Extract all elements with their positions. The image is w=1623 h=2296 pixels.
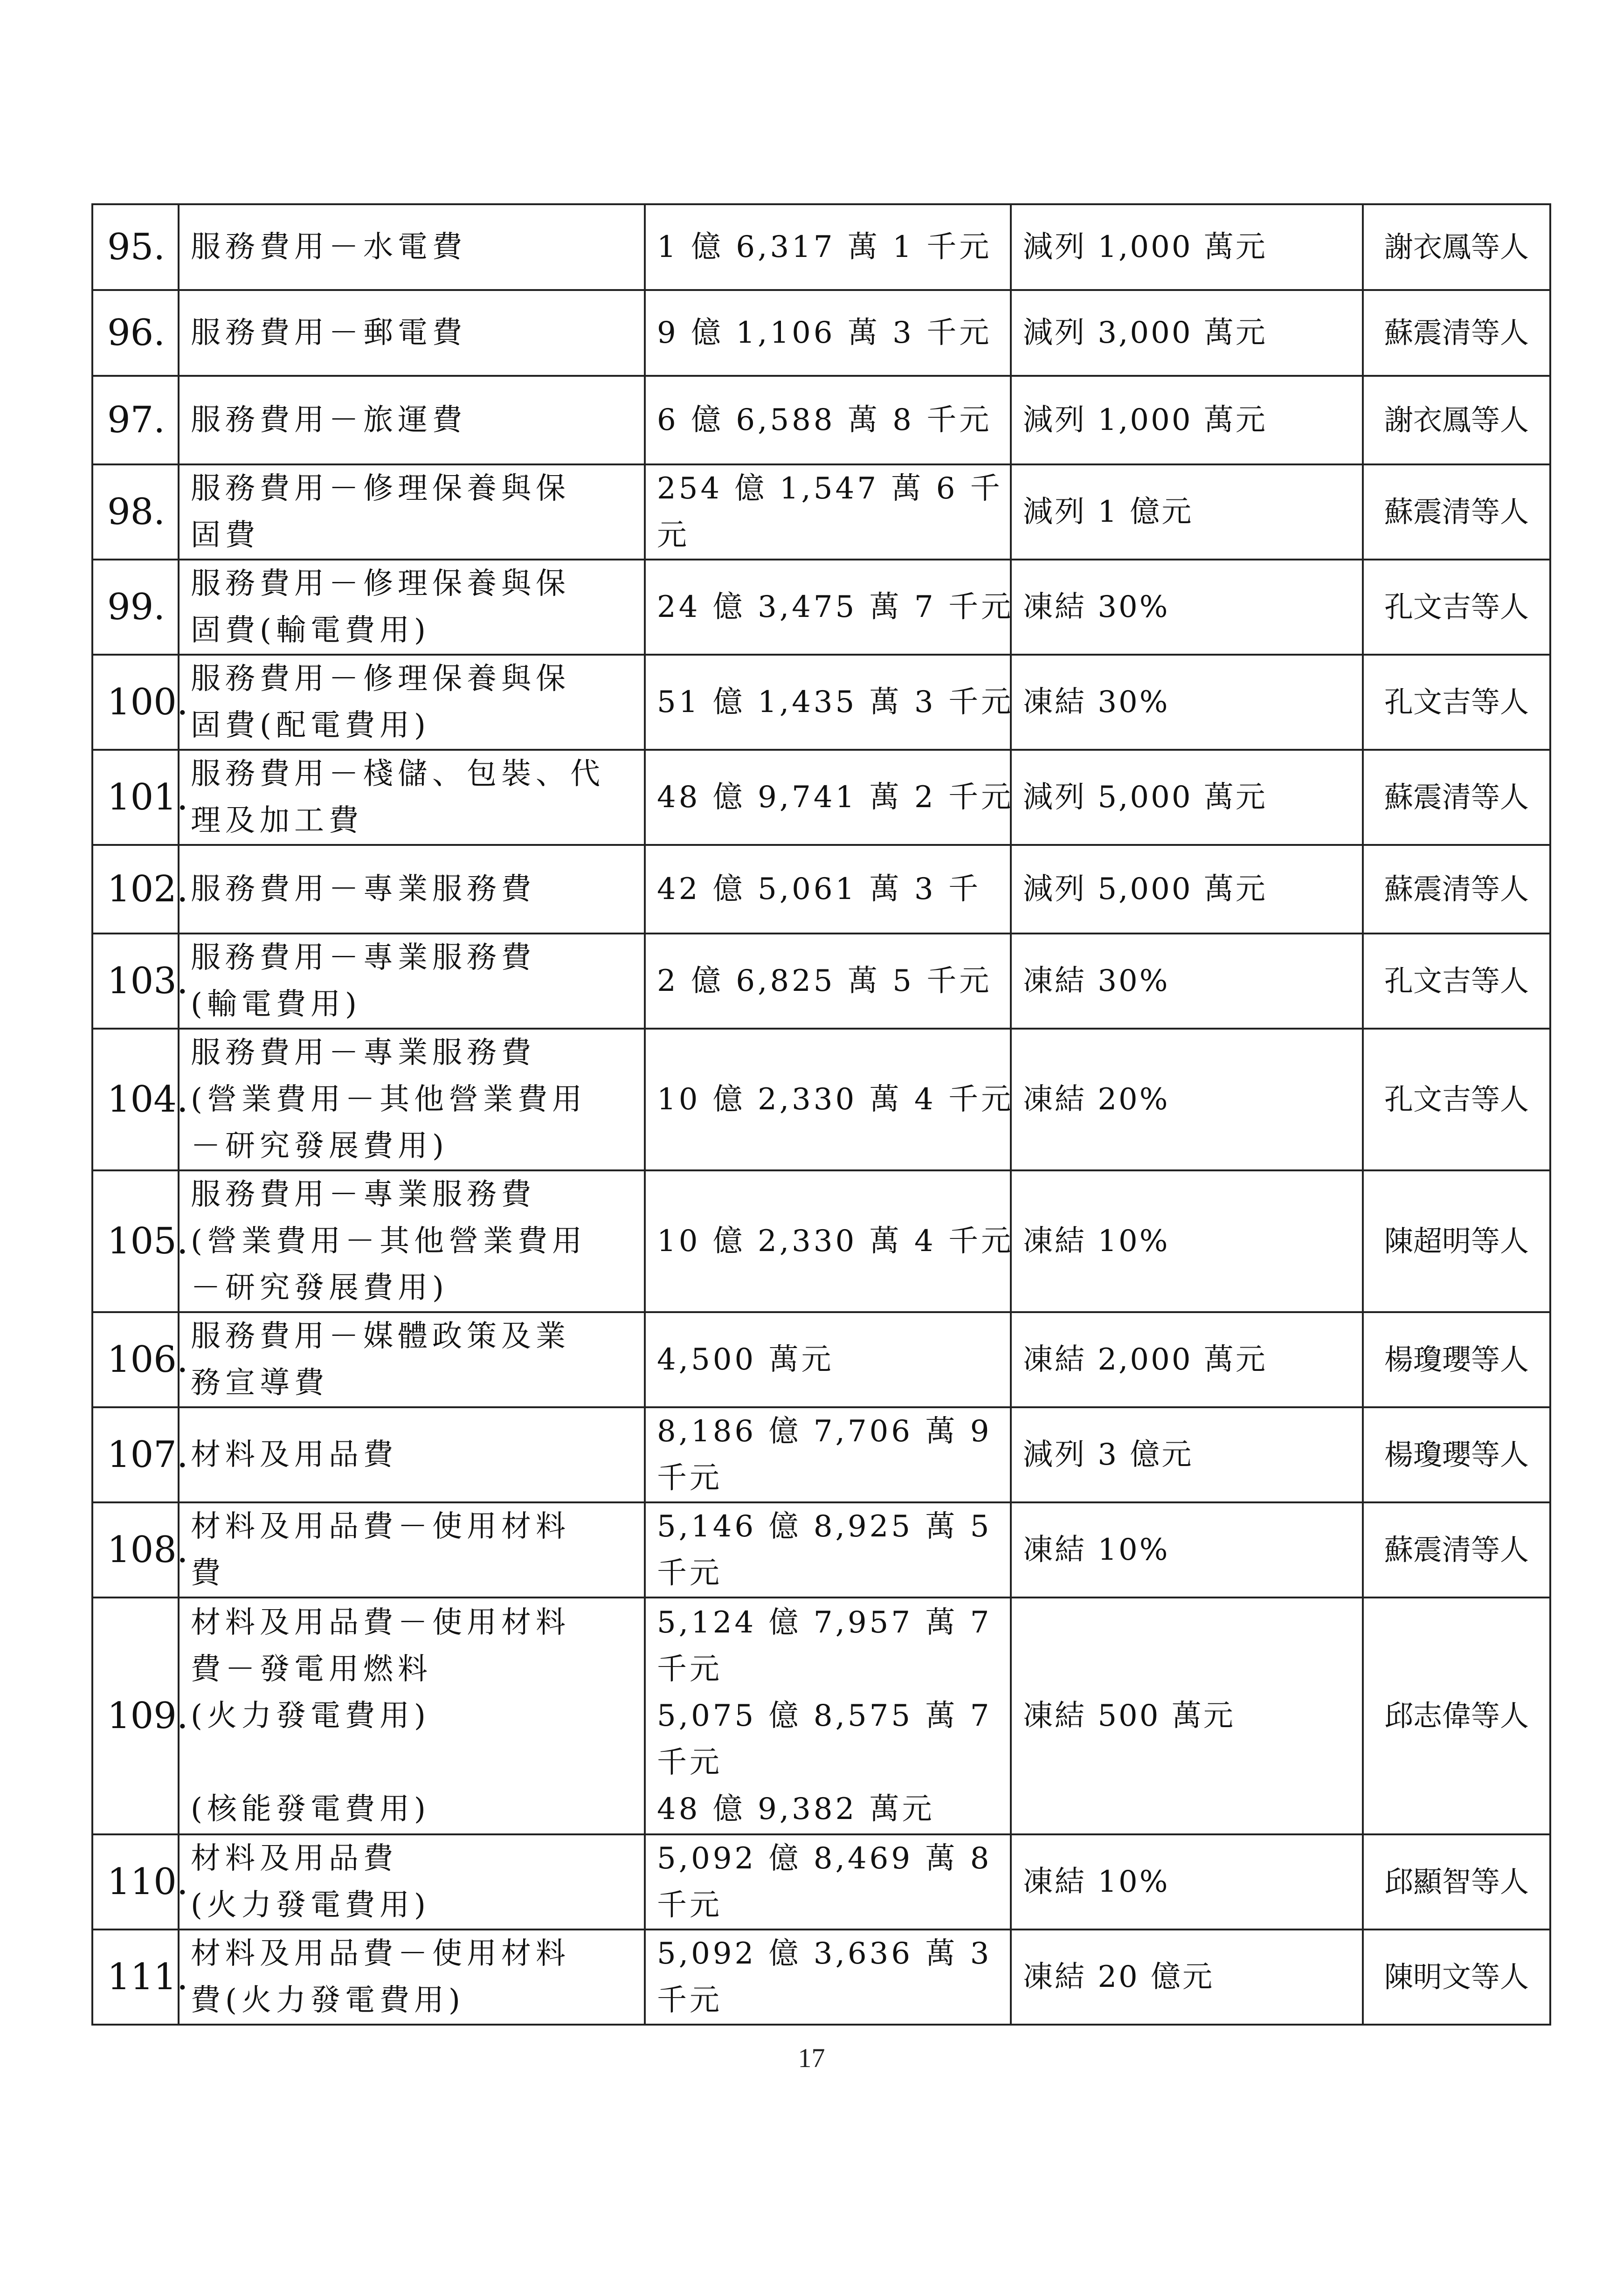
budget-amount-line: 5,092 億 8,469 萬 8 [657, 1841, 992, 1876]
budget-item [179, 750, 645, 845]
budget-item-line: 服務費用－修理保養與保 [191, 567, 570, 601]
proposer-name: 蘇震清等人 [1363, 1502, 1550, 1598]
budget-amount-line: 5,075 億 8,575 萬 7 [657, 1699, 992, 1733]
proposed-action: 凍結 10% [1011, 1834, 1363, 1929]
budget-item-line: 材料及用品費－使用材料 [191, 1509, 570, 1544]
row-number: 97. [92, 376, 179, 464]
budget-amount-line: 4,500 萬元 [657, 1342, 834, 1377]
proposer-name: 蘇震清等人 [1363, 290, 1550, 376]
proposer-name: 蘇震清等人 [1363, 845, 1550, 934]
proposer-name: 孔文吉等人 [1363, 934, 1550, 1029]
budget-item [179, 1834, 645, 1929]
budget-item-line: 務宣導費 [191, 1366, 329, 1400]
budget-amount [645, 204, 1011, 290]
budget-item [179, 1407, 645, 1502]
budget-amount-line: 42 億 5,061 萬 3 千 [657, 872, 981, 906]
proposed-action: 凍結 10% [1011, 1170, 1363, 1312]
proposed-action: 凍結 20% [1011, 1029, 1363, 1170]
table-row [92, 464, 1550, 560]
budget-amount-line: 千元 [657, 1652, 722, 1687]
budget-amount-line: 8,186 億 7,706 萬 9 [657, 1414, 992, 1449]
budget-item-line: －研究發展費用) [191, 1271, 449, 1305]
budget-item-line: 固費(輸電費用) [191, 613, 430, 648]
proposer-name: 謝衣鳳等人 [1363, 204, 1550, 290]
table-row [92, 560, 1550, 655]
budget-item-line: 材料及用品費 [191, 1841, 398, 1876]
budget-item [179, 1029, 645, 1170]
table-row [92, 1502, 1550, 1598]
proposer-name: 邱顯智等人 [1363, 1834, 1550, 1929]
budget-item-line: (輸電費用) [191, 987, 361, 1022]
table-row [92, 750, 1550, 845]
row-number: 99. [92, 560, 179, 655]
budget-amount-line: 10 億 2,330 萬 4 千元 [657, 1082, 1014, 1117]
row-number: 108. [92, 1502, 179, 1598]
budget-amount-line: 254 億 1,547 萬 6 千 [657, 471, 1003, 506]
budget-amount-line: 1 億 6,317 萬 1 千元 [657, 230, 992, 264]
proposed-action: 凍結 2,000 萬元 [1011, 1312, 1363, 1407]
budget-amount-line: 千元 [657, 1556, 722, 1591]
budget-amount-line: 5,146 億 8,925 萬 5 [657, 1509, 992, 1544]
budget-item-line: 服務費用－專業服務費 [191, 1177, 536, 1212]
budget-item [179, 1312, 645, 1407]
budget-item-line: 材料及用品費 [191, 1438, 398, 1472]
budget-amount-line: 2 億 6,825 萬 5 千元 [657, 964, 992, 998]
budget-amount-line: 5,092 億 3,636 萬 3 [657, 1936, 992, 1971]
proposed-action: 凍結 30% [1011, 655, 1363, 750]
budget-amount-line: 千元 [657, 1888, 722, 1923]
budget-amount [645, 1502, 1011, 1598]
proposer-name: 楊瓊瓔等人 [1363, 1312, 1550, 1407]
proposer-name: 楊瓊瓔等人 [1363, 1407, 1550, 1502]
row-number: 105. [92, 1170, 179, 1312]
row-number: 96. [92, 290, 179, 376]
budget-item-line: 固費 [191, 518, 260, 553]
page-number: 17 [798, 2043, 825, 2073]
budget-item-line: 服務費用－專業服務費 [191, 872, 536, 906]
table-row [92, 1170, 1550, 1312]
budget-amount [645, 464, 1011, 560]
budget-amount [645, 1312, 1011, 1407]
row-number: 110. [92, 1834, 179, 1929]
budget-item-line: 服務費用－修理保養與保 [191, 662, 570, 696]
table-row [92, 1834, 1550, 1929]
budget-item [179, 1929, 645, 2025]
budget-item-line: (營業費用－其他營業費用 [191, 1082, 587, 1117]
proposed-action: 凍結 20 億元 [1011, 1929, 1363, 2025]
budget-item [179, 845, 645, 934]
budget-item-line: 固費(配電費用) [191, 708, 430, 743]
budget-proposal-table [91, 203, 1551, 2026]
budget-amount [645, 1407, 1011, 1502]
table-body [92, 204, 1550, 2025]
table-row [92, 845, 1550, 934]
budget-item [179, 1170, 645, 1312]
proposer-name: 蘇震清等人 [1363, 464, 1550, 560]
proposed-action: 減列 1,000 萬元 [1011, 204, 1363, 290]
budget-amount [645, 376, 1011, 464]
budget-amount [645, 1029, 1014, 1170]
budget-item-line: 服務費用－旅運費 [191, 403, 467, 437]
budget-item [179, 934, 645, 1029]
budget-item [179, 376, 645, 464]
budget-amount-line: 51 億 1,435 萬 3 千元 [657, 685, 1014, 719]
budget-item-line: 費－發電用燃料 [191, 1652, 432, 1687]
budget-item [179, 655, 645, 750]
proposed-action: 減列 5,000 萬元 [1011, 750, 1363, 845]
budget-amount [645, 934, 1011, 1029]
budget-item-line: 服務費用－水電費 [191, 230, 467, 264]
budget-item-line: 服務費用－專業服務費 [191, 1036, 536, 1070]
table-row [92, 204, 1550, 290]
budget-item [179, 204, 645, 290]
row-number: 98. [92, 464, 179, 560]
budget-item-line: 費(火力發電費用) [191, 1983, 465, 2018]
budget-amount-line: 5,124 億 7,957 萬 7 [657, 1605, 992, 1640]
budget-amount-line: 48 億 9,382 萬元 [657, 1792, 935, 1826]
budget-amount-line: 千元 [657, 1983, 722, 2018]
table-row [92, 655, 1550, 750]
proposer-name: 孔文吉等人 [1363, 560, 1550, 655]
budget-amount [645, 750, 1014, 845]
table-row [92, 1312, 1550, 1407]
budget-item-line: 材料及用品費－使用材料 [191, 1936, 570, 1971]
table-row [92, 934, 1550, 1029]
budget-item-line: 材料及用品費－使用材料 [191, 1605, 570, 1640]
budget-amount [645, 560, 1014, 655]
budget-amount [645, 1834, 1011, 1929]
budget-item-line: 服務費用－棧儲、包裝、代 [191, 757, 605, 791]
budget-amount-line: 元 [657, 518, 690, 553]
budget-amount-line: 6 億 6,588 萬 8 千元 [657, 403, 992, 437]
proposed-action: 凍結 500 萬元 [1011, 1598, 1363, 1834]
budget-amount [645, 1929, 1011, 2025]
row-number: 111. [92, 1929, 179, 2025]
budget-amount-line: 千元 [657, 1745, 722, 1780]
proposer-name: 陳明文等人 [1363, 1929, 1550, 2025]
budget-item [179, 1502, 645, 1598]
budget-item-line: 服務費用－修理保養與保 [191, 471, 570, 506]
row-number: 101. [92, 750, 179, 845]
row-number: 104. [92, 1029, 179, 1170]
budget-item-line: (火力發電費用) [191, 1888, 430, 1923]
budget-amount [645, 290, 1011, 376]
budget-item-line: (火力發電費用) [191, 1699, 430, 1733]
budget-item-line [191, 1739, 639, 1786]
proposer-name: 謝衣鳳等人 [1363, 376, 1550, 464]
budget-item [179, 290, 645, 376]
proposed-action: 減列 1 億元 [1011, 464, 1363, 560]
proposer-name: 邱志偉等人 [1363, 1598, 1550, 1834]
budget-amount-line: 千元 [657, 1461, 722, 1495]
budget-item-line: 服務費用－專業服務費 [191, 941, 536, 975]
budget-item-line: (核能發電費用) [191, 1792, 430, 1826]
budget-item-line: 理及加工費 [191, 803, 363, 838]
budget-item-line: 費 [191, 1556, 225, 1591]
proposed-action: 凍結 10% [1011, 1502, 1363, 1598]
proposed-action: 凍結 30% [1011, 560, 1363, 655]
budget-item-line: 服務費用－郵電費 [191, 316, 467, 350]
budget-amount [645, 1598, 1011, 1834]
budget-amount [645, 845, 1011, 934]
table-row [92, 1598, 1550, 1834]
proposer-name: 蘇震清等人 [1363, 750, 1550, 845]
row-number: 106. [92, 1312, 179, 1407]
budget-amount-line: 48 億 9,741 萬 2 千元 [657, 780, 1014, 815]
table-row [92, 1407, 1550, 1502]
proposer-name: 孔文吉等人 [1363, 1029, 1550, 1170]
row-number: 95. [92, 204, 179, 290]
proposed-action: 減列 5,000 萬元 [1011, 845, 1363, 934]
proposer-name: 孔文吉等人 [1363, 655, 1550, 750]
row-number: 109. [92, 1598, 179, 1834]
table-row [92, 290, 1550, 376]
row-number: 100. [92, 655, 179, 750]
row-number: 107. [92, 1407, 179, 1502]
budget-amount [645, 655, 1014, 750]
table-row [92, 1929, 1550, 2025]
budget-amount-line: 9 億 1,106 萬 3 千元 [657, 316, 992, 350]
table-row [92, 1029, 1550, 1170]
table-row [92, 376, 1550, 464]
budget-item-line: 服務費用－媒體政策及業 [191, 1319, 570, 1354]
budget-item-line: －研究發展費用) [191, 1129, 449, 1163]
budget-item-line: (營業費用－其他營業費用 [191, 1224, 587, 1259]
budget-amount-line: 10 億 2,330 萬 4 千元 [657, 1224, 1014, 1259]
budget-item [179, 464, 645, 560]
budget-item [179, 1598, 645, 1834]
budget-amount [645, 1170, 1014, 1312]
proposed-action: 凍結 30% [1011, 934, 1363, 1029]
proposer-name: 陳超明等人 [1363, 1170, 1550, 1312]
proposed-action: 減列 1,000 萬元 [1011, 376, 1363, 464]
row-number: 103. [92, 934, 179, 1029]
proposed-action: 減列 3 億元 [1011, 1407, 1363, 1502]
proposed-action: 減列 3,000 萬元 [1011, 290, 1363, 376]
budget-amount-line: 24 億 3,475 萬 7 千元 [657, 590, 1014, 624]
row-number: 102. [92, 845, 179, 934]
budget-item [179, 560, 645, 655]
